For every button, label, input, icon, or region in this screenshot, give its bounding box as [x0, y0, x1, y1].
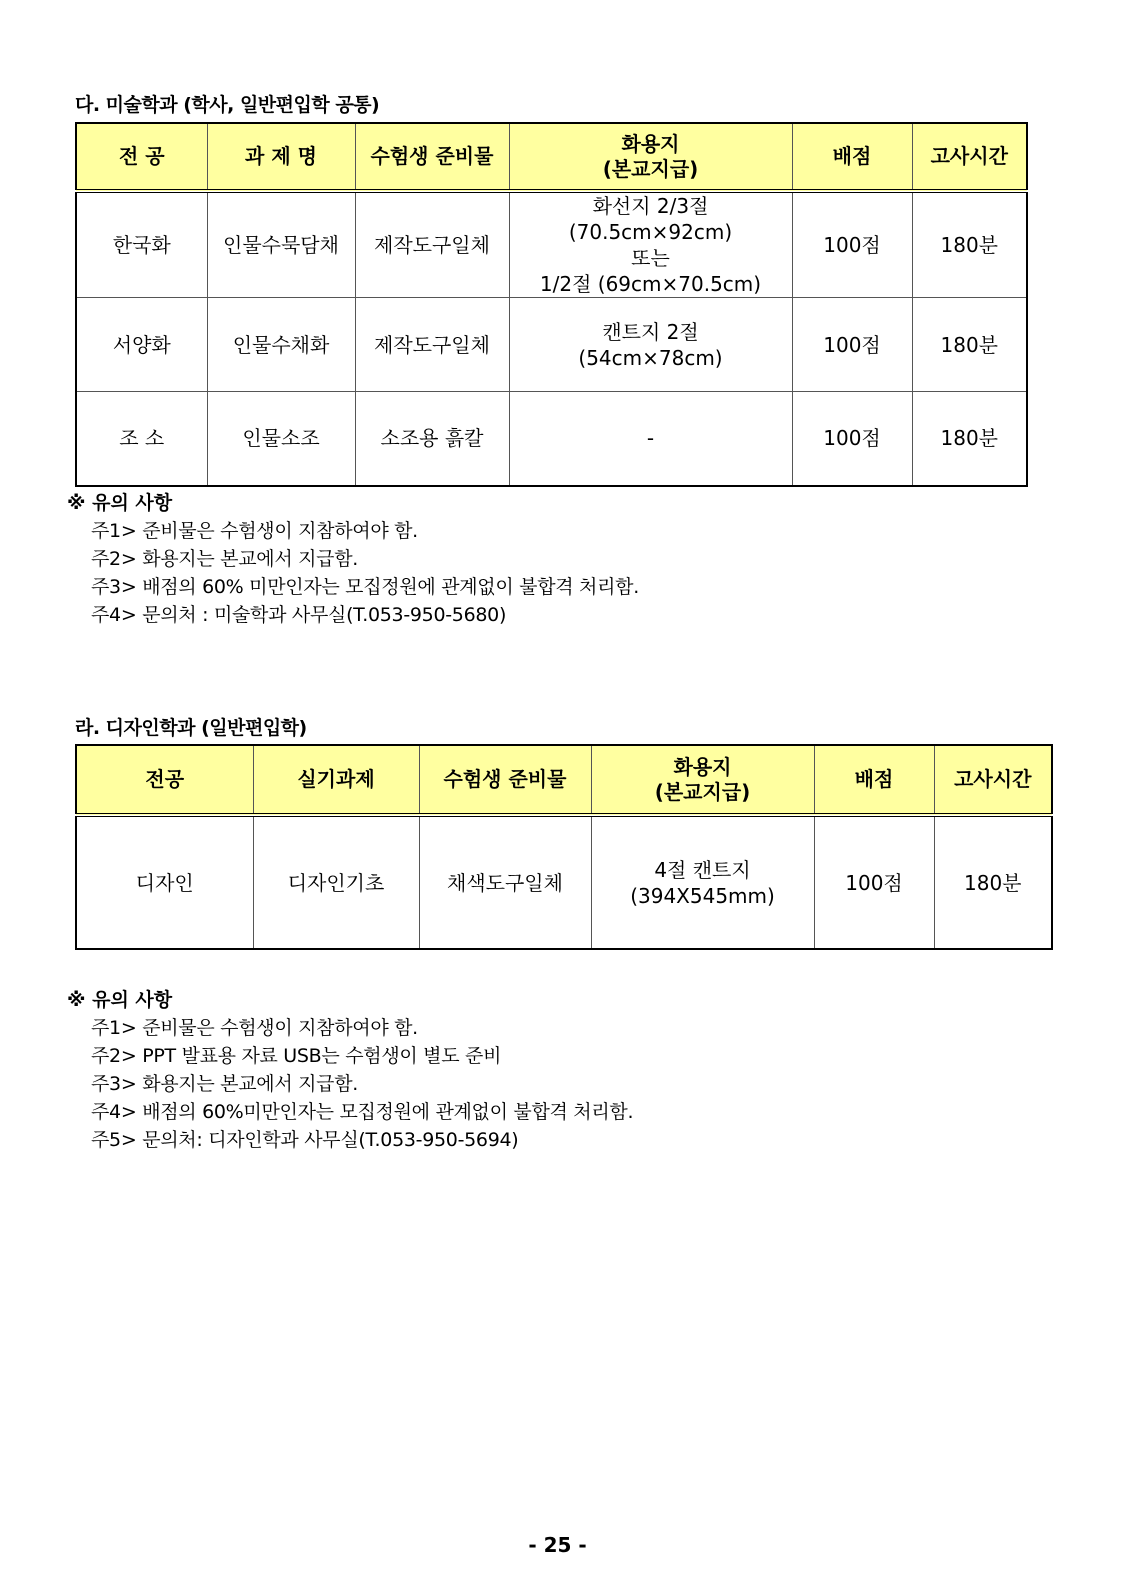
cell-major: 조 소 — [76, 392, 207, 486]
header-score: 배점 — [792, 123, 912, 191]
cell-time: 180분 — [912, 392, 1027, 486]
section-title-art: 다. 미술학과 (학사, 일반편입학 공통) — [75, 94, 380, 116]
cell-paper — [591, 815, 814, 949]
note-item: 주5> 문의처: 디자인학과 사무실(T.053-950-5694) — [91, 1129, 519, 1151]
cell-paper: - — [509, 392, 792, 486]
header-paper-line1: 화용지 — [673, 754, 732, 779]
note-item: 주1> 준비물은 수험생이 지참하여야 함. — [91, 520, 418, 542]
table-row — [76, 392, 1027, 486]
notes-title: ※ 유의 사항 — [67, 989, 173, 1011]
note-item: 주3> 배점의 60% 미만인자는 모집정원에 관계없이 불합격 처리함. — [91, 576, 639, 598]
cell-paper-line2: 또는 — [631, 246, 670, 270]
cell-task: 인물수채화 — [207, 298, 355, 392]
design-exam-table — [75, 744, 1053, 950]
cell-prep: 채색도구일체 — [419, 815, 591, 949]
cell-paper — [509, 191, 792, 298]
header-paper — [591, 745, 814, 815]
header-task: 과 제 명 — [207, 123, 355, 191]
cell-prep: 제작도구일체 — [355, 191, 509, 298]
table-row — [76, 815, 1052, 949]
cell-paper — [509, 298, 792, 392]
header-paper-line2: (본교지급) — [654, 779, 751, 804]
cell-task: 인물수묵담채 — [207, 191, 355, 298]
notes-title: ※ 유의 사항 — [67, 492, 173, 514]
cell-major: 서양화 — [76, 298, 207, 392]
cell-score: 100점 — [792, 298, 912, 392]
header-prep: 수험생 준비물 — [419, 745, 591, 815]
header-major: 전 공 — [76, 123, 207, 191]
header-time: 고사시간 — [934, 745, 1052, 815]
cell-time: 180분 — [912, 298, 1027, 392]
note-item: 주1> 준비물은 수험생이 지참하여야 함. — [91, 1017, 418, 1039]
cell-task: 디자인기초 — [253, 815, 419, 949]
header-prep: 수험생 준비물 — [355, 123, 509, 191]
header-paper-line2: (본교지급) — [602, 156, 699, 181]
note-item: 주2> 화용지는 본교에서 지급함. — [91, 548, 359, 570]
cell-paper-line2: (54cm×78cm) — [578, 345, 723, 370]
table-row — [76, 298, 1027, 392]
note-item: 주3> 화용지는 본교에서 지급함. — [91, 1073, 359, 1095]
cell-paper-line1: 화선지 2/3절 (70.5cm×92cm) — [568, 194, 733, 244]
note-item: 주4> 문의처 : 미술학과 사무실(T.053-950-5680) — [91, 604, 507, 626]
page-number: - 25 - — [528, 1533, 587, 1557]
cell-time: 180분 — [934, 815, 1052, 949]
table-header-row — [76, 745, 1052, 815]
cell-paper-line1: 캔트지 2절 — [602, 319, 699, 344]
cell-prep: 소조용 흙칼 — [355, 392, 509, 486]
header-score: 배점 — [814, 745, 934, 815]
cell-paper-line3: 1/2절 (69cm×70.5cm) — [539, 272, 762, 296]
art-exam-table — [75, 122, 1028, 487]
section-title-design: 라. 디자인학과 (일반편입학) — [75, 717, 307, 739]
cell-task: 인물소조 — [207, 392, 355, 486]
notes-art — [67, 488, 639, 629]
cell-score: 100점 — [814, 815, 934, 949]
cell-paper-line2: (394X545mm) — [630, 883, 775, 908]
cell-score: 100점 — [792, 191, 912, 298]
cell-paper-line1: 4절 캔트지 — [654, 857, 751, 882]
header-major: 전공 — [76, 745, 253, 815]
table-row — [76, 191, 1027, 298]
cell-score: 100점 — [792, 392, 912, 486]
table-header-row — [76, 123, 1027, 191]
header-task: 실기과제 — [253, 745, 419, 815]
cell-major: 한국화 — [76, 191, 207, 298]
notes-design — [67, 985, 633, 1154]
note-item: 주2> PPT 발표용 자료 USB는 수험생이 별도 준비 — [91, 1045, 502, 1067]
note-item: 주4> 배점의 60%미만인자는 모집정원에 관계없이 불합격 처리함. — [91, 1101, 634, 1123]
cell-major: 디자인 — [76, 815, 253, 949]
header-time: 고사시간 — [912, 123, 1027, 191]
header-paper — [509, 123, 792, 191]
cell-prep: 제작도구일체 — [355, 298, 509, 392]
header-paper-line1: 화용지 — [621, 131, 680, 156]
cell-time: 180분 — [912, 191, 1027, 298]
